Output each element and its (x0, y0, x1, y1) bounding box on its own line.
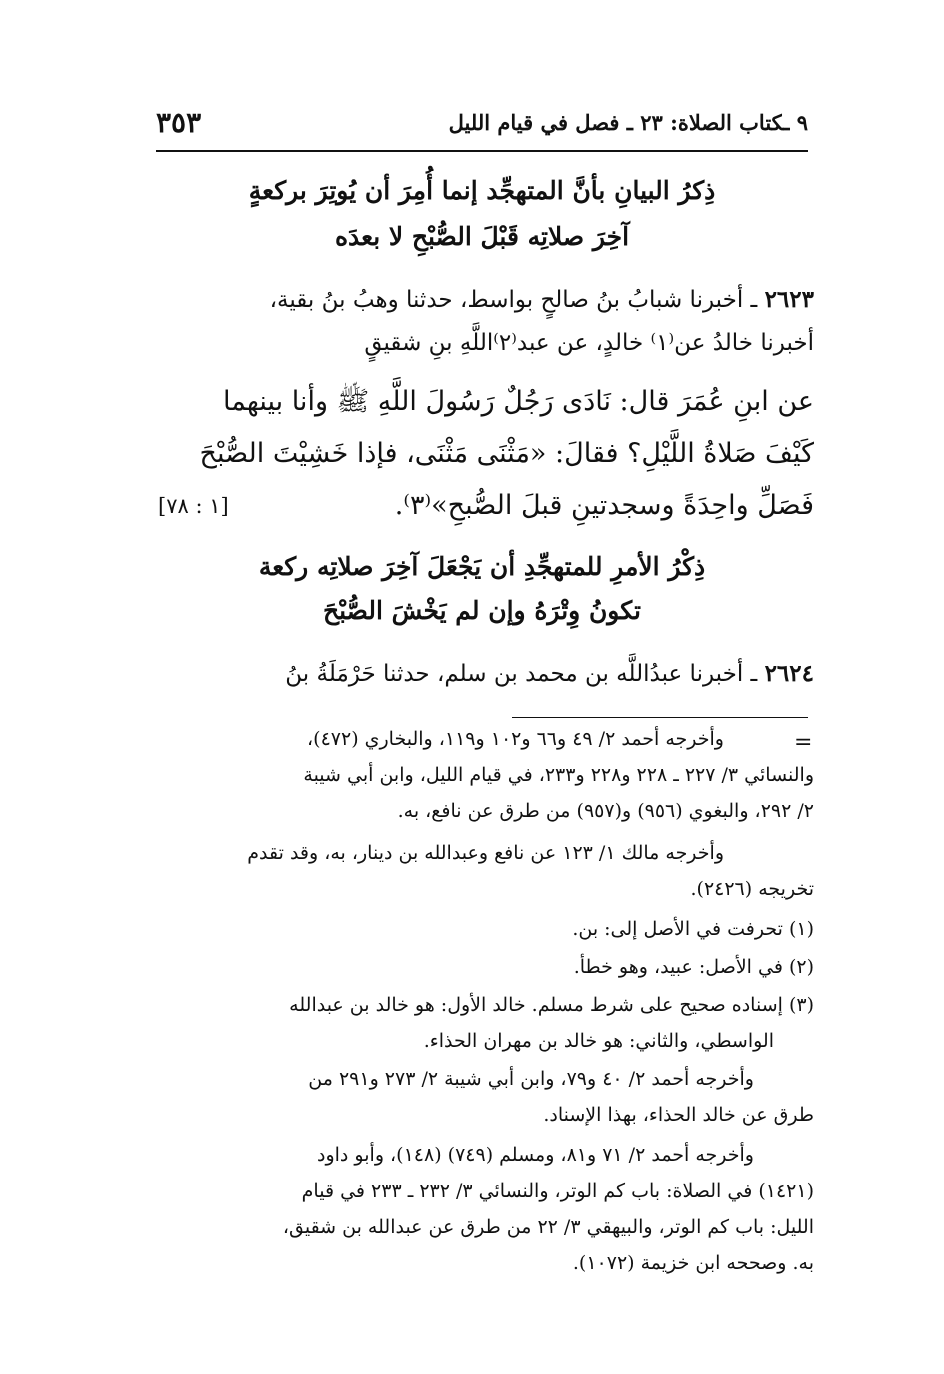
hadith-2623-line (134, 286, 814, 313)
hadith-matn-line: فَصَلِّ واحِدَةً وسجدتينِ قبلَ الصُّبحِ»⁽٣⁾. (394, 490, 814, 521)
running-title: ٩ ـكتاب الصلاة: ٢٣ ـ فصل في قيام الليل (448, 110, 808, 135)
section-heading-line: تكونُ وِتْرَهُ وإن لم يَخْشَ الصُّبْحَ (322, 596, 641, 625)
hadith-matn-line: عن ابنِ عُمَرَ قال: نَادَى رَجُلٌ رَسُولَ اللَّهِ ﷺ وأنا بينهما (223, 386, 814, 417)
footnote-line: طرق عن خالد الحذاء، بهذا الإسناد. (543, 1104, 814, 1126)
hadith-number: ٢٦٢٣ (764, 286, 814, 313)
footnote-line: (١) تحرفت في الأصل إلى: بن. (572, 918, 814, 940)
footnote-line: وأخرجه مالك ١/ ١٢٣ عن نافع وعبدالله بن دينار، به، وقد تقدم (247, 842, 724, 864)
footnote-line: الواسطي، والثاني: هو خالد بن مهران الحذاء. (423, 1030, 774, 1052)
page-header (156, 106, 808, 146)
hadith-isnad-text: ـ أخبرنا شبابُ بنُ صالحٍ بواسط، حدثنا وهبُ بنُ بقية، (269, 287, 758, 313)
footnote-rule (512, 717, 808, 718)
section-heading-line: آخِرَ صلاتِه قَبْلَ الصُّبْحِ لا بعدَه (334, 222, 630, 251)
hadith-2623-line: أخبرنا خالدُ عن⁽١⁾ خالدٍ، عن عبد⁽٢⁾اللَّهِ بنِ شقيقٍ (364, 330, 814, 356)
hadith-2624-line (134, 660, 814, 687)
footnote-line: به. وصححه ابن خزيمة (١٠٧٢). (572, 1252, 814, 1274)
header-rule (156, 150, 808, 152)
footnote-continuation-mark: = (794, 730, 813, 755)
footnote-line: وأخرجه أحمد ٢/ ٤٩ و٦٦ و١٠٢ و١١٩، والبخاري (٤٧٢)، (307, 728, 724, 750)
footnote-line: (١٤٢١) في الصلاة: باب كم الوتر، والنسائي ٣/ ٢٣٢ ـ ٢٣٣ في قيام (301, 1180, 814, 1202)
footnote-line: ٢/ ٢٩٢، والبغوي (٩٥٦) و(٩٥٧) من طرق عن نافع، به. (397, 800, 814, 822)
section-heading-line: ذِكرُ البيانِ بأنَّ المتهجِّد إنما أُمِرَ أن يُوتِرَ بركعةٍ (248, 176, 716, 205)
section-heading-line: ذِكْرُ الأمرِ للمتهجِّدِ أن يَجْعَلَ آخِرَ صلاتِه ركعة (258, 552, 706, 581)
footnote-line: الليل: باب كم الوتر، والبيهقي ٣/ ٢٢ من طرق عن عبدالله بن شقيق، (282, 1216, 814, 1238)
hadith-matn-line: كَيْفَ صَلاةُ اللَّيْلِ؟ فقالَ: «مَثْنَى مَثْنَى، فإذا خَشِيْتَ الصُّبْحَ (199, 438, 814, 469)
footnote-line: وأخرجه أحمد ٢/ ٤٠ و٧٩، وابن أبي شيبة ٢/ ٢٧٣ و٢٩١ من (308, 1068, 754, 1090)
footnote-line: وأخرجه أحمد ٢/ ٧١ و٨١، ومسلم (٧٤٩) (١٤٨)، وأبو داود (317, 1144, 754, 1166)
hadith-number: ٢٦٢٤ (764, 660, 814, 687)
hadith-grading: [١ : ٧٨] (158, 494, 229, 518)
footnote-line: (٣) إسناده صحيح على شرط مسلم. خالد الأول: هو خالد بن عبدالله (289, 994, 814, 1016)
footnote-line: تخريجه (٢٤٢٦). (690, 878, 814, 900)
footnote-line: والنسائي ٣/ ٢٢٧ ـ ٢٢٨ و٢٢٨ و٢٣٣، في قيام الليل، وابن أبي شيبة (303, 764, 814, 786)
page-number: ٣٥٣ (156, 106, 202, 139)
hadith-text: ـ أخبرنا عبدُاللَّه بن محمد بن سلم، حدثنا حَرْمَلَةُ بنُ (285, 661, 758, 687)
footnote-line: (٢) في الأصل: عبيد، وهو خطأ. (573, 956, 814, 978)
